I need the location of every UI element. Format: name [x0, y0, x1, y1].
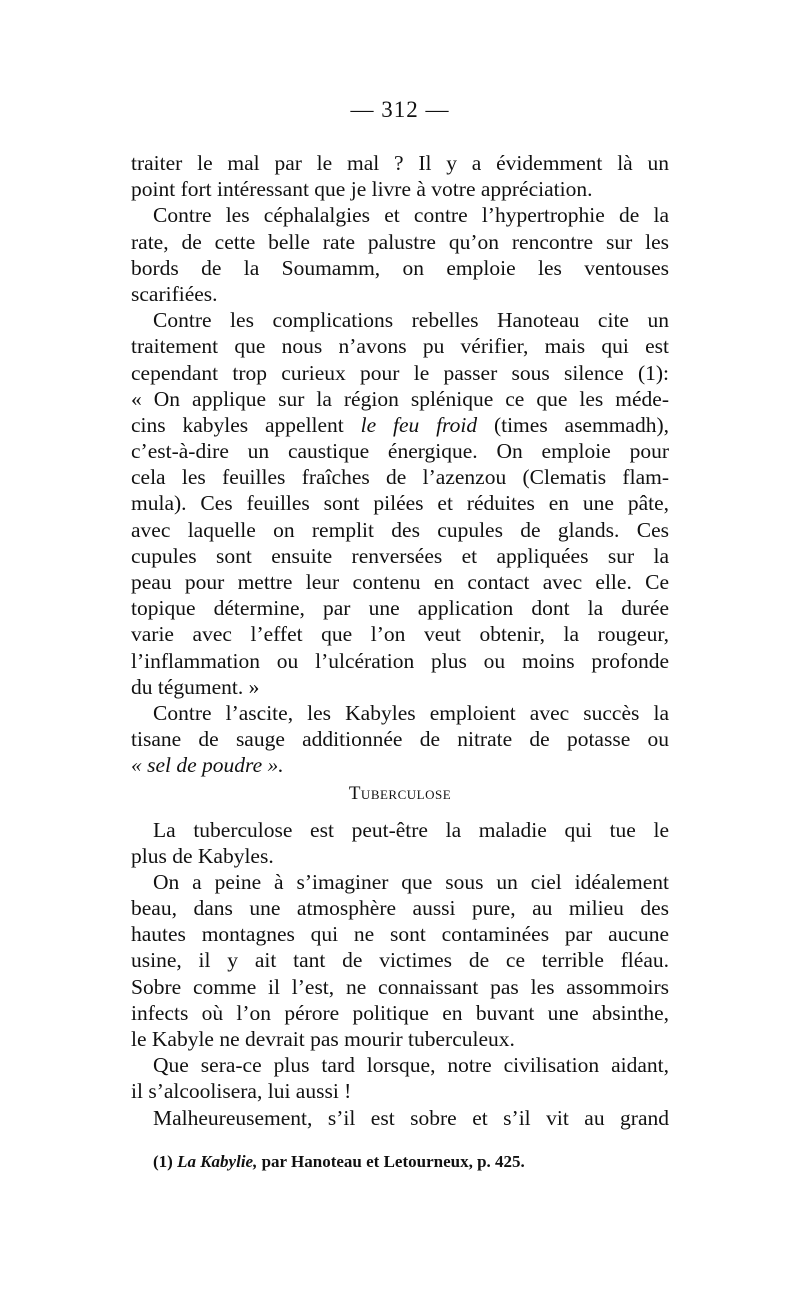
text-line: mula). Ces feuilles sont pilées et réduites en une pâte,: [131, 491, 669, 516]
text-line: Contre les complications rebelles Hanoteau cite un: [153, 308, 669, 333]
text-line: point fort intéressant que je livre à votre appréciation.: [131, 177, 593, 202]
italic-text: « sel de poudre ».: [131, 753, 284, 778]
text-span: (times asemmadh),: [477, 412, 669, 437]
text-line: Malheureusement, s’il est sobre et s’il vit au grand: [153, 1105, 669, 1130]
text-line: « On applique sur la région splénique ce que les méde-: [131, 386, 669, 411]
footnote-marker: (1): [153, 1152, 173, 1171]
text-line: hautes montagnes qui ne sont contaminées par aucune: [131, 922, 669, 947]
text-line: La tuberculose est peut-être la maladie qui tue le: [153, 817, 669, 842]
text-line: [131, 752, 669, 778]
text-line: Que sera-ce plus tard lorsque, notre civilisation aidant,: [153, 1053, 669, 1078]
text-line: peau pour mettre leur contenu en contact avec elle. Ce: [131, 570, 669, 594]
italic-term: le feu froid: [360, 412, 478, 437]
text-line: c’est-à-dire un caustique énergique. On emploie pour: [131, 439, 669, 464]
text-line: usine, il y ait tant de victimes de ce terrible fléau.: [131, 948, 669, 973]
text-line: scarifiées.: [131, 281, 218, 306]
text-line: cupules sont ensuite renversées et appliquées sur la: [131, 543, 669, 568]
footnote-title: La Kabylie,: [177, 1152, 258, 1171]
text-line: plus de Kabyles.: [131, 843, 274, 868]
text-line: le Kabyle ne devrait pas mourir tuberculeux.: [131, 1027, 515, 1051]
text-line: infects où l’on pérore politique en buvant une absinthe,: [131, 1000, 669, 1025]
text-line: l’inflammation ou l’ulcération plus ou moins profonde: [131, 648, 669, 673]
text-line: traiter le mal par le mal ? Il y a évidemment là un: [131, 151, 669, 175]
text-line: topique détermine, par une application dont la durée: [131, 596, 669, 621]
text-line: traitement que nous n’avons pu vérifier, mais qui est: [131, 334, 669, 359]
body-text: [131, 150, 669, 1131]
text-line: beau, dans une atmosphère aussi pure, au milieu des: [131, 896, 669, 921]
text-line: du tégument. »: [131, 674, 260, 699]
page-number: — 312 —: [350, 97, 450, 122]
text-line: rate, de cette belle rate palustre qu’on rencontre sur les: [131, 229, 669, 254]
text-line: il s’alcoolisera, lui aussi !: [131, 1079, 352, 1104]
footnote-text: par Hanoteau et Letourneux, p. 425.: [257, 1152, 525, 1171]
text-line: Sobre comme il l’est, ne connaissant pas les assommoirs: [131, 974, 669, 999]
text-line: avec laquelle on remplit des cupules de glands. Ces: [131, 517, 669, 542]
footnote: [153, 1152, 525, 1172]
text-line: cela les feuilles fraîches de l’azenzou (Clematis flam-: [131, 465, 669, 490]
text-line: cependant trop curieux pour le passer sous silence (1):: [131, 360, 669, 385]
text-line-with-italic: [131, 412, 669, 438]
section-heading: Tuberculose: [348, 782, 452, 804]
text-line: varie avec l’effet que l’on veut obtenir, la rougeur,: [131, 622, 669, 647]
text-line: tisane de sauge additionnée de nitrate de potasse ou: [131, 727, 669, 752]
text-line: Contre l’ascite, les Kabyles emploient avec succès la: [153, 700, 669, 725]
text-line: Contre les céphalalgies et contre l’hypertrophie de la: [153, 203, 669, 228]
text-line: On a peine à s’imaginer que sous un ciel idéalement: [153, 869, 669, 894]
text-line: bords de la Soumamm, on emploie les ventouses: [131, 255, 669, 280]
text-span: cins kabyles appellent: [131, 412, 361, 437]
